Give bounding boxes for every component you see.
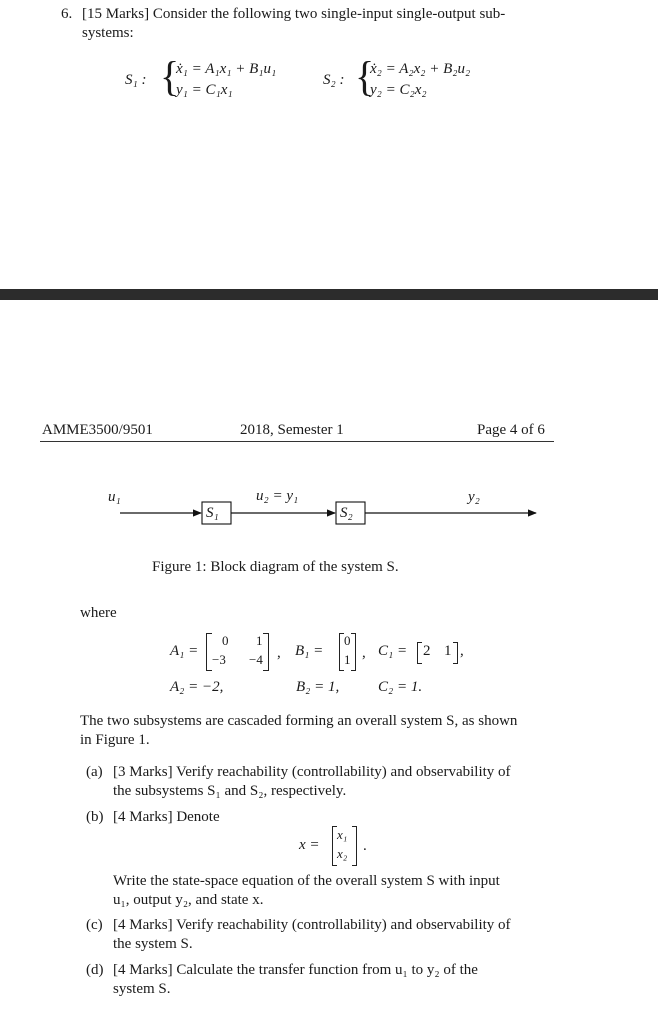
s1-equation-output: y₁ = C₁x₁ <box>176 82 233 98</box>
block-diagram <box>100 480 560 540</box>
x-bracket-right <box>352 826 357 866</box>
c2-value: C₂ = 1. <box>378 679 423 695</box>
s2-equation-output: y₂ = C₂x₂ <box>370 82 427 98</box>
a1-cell-22: −4 <box>249 652 263 667</box>
a1-bracket-right <box>263 633 269 671</box>
part-b-line1: [4 Marks] Denote <box>113 809 220 825</box>
part-c-line1: [4 Marks] Verify reachability (controllability) and observability of <box>113 917 511 933</box>
c1-label: C₁ = <box>378 643 408 659</box>
s2-label: S₂ : <box>323 72 345 88</box>
part-b-label: (b) <box>86 809 104 825</box>
b1-cell-1: 0 <box>344 633 351 648</box>
question-text-line2: systems: <box>82 25 134 41</box>
part-b-line2: Write the state-space equation of the overall system S with input <box>113 873 500 889</box>
header-rule <box>40 441 554 442</box>
diagram-block2-label: S₂ <box>340 505 353 521</box>
question-text-line1: [15 Marks] Consider the following two single-input single-output sub- <box>82 6 506 22</box>
c1-cell-2: 1 <box>444 643 452 659</box>
part-a-label: (a) <box>86 764 103 780</box>
a1-cell-21: −3 <box>212 652 226 667</box>
b1-label: B₁ = <box>295 643 324 659</box>
s1-equation-state: ẋ₁ = A₁x₁ + B₁u₁ <box>176 61 277 77</box>
a1-cell-11: 0 <box>222 633 229 648</box>
header-term: 2018, Semester 1 <box>240 422 344 438</box>
where-text: where <box>80 605 117 621</box>
s1-label: S₁ : <box>125 72 147 88</box>
part-c-line2: the system S. <box>113 936 193 952</box>
a2-value: A₂ = −2, <box>170 679 224 695</box>
question-number: 6. <box>61 6 73 22</box>
intro-line1: The two subsystems are cascaded forming an overall system S, as shown <box>80 713 518 729</box>
header-page: Page 4 of 6 <box>477 422 545 438</box>
b1-cell-2: 1 <box>344 652 351 667</box>
b1-bracket-right <box>351 633 356 671</box>
part-d-line1: [4 Marks] Calculate the transfer function from u₁ to y₂ of the <box>113 962 478 978</box>
x-equals-label: x = <box>299 837 320 853</box>
diagram-output-label: y₂ <box>468 489 480 505</box>
part-b-line3: u₁, output y₂, and state x. <box>113 892 264 908</box>
b2-value: B₂ = 1, <box>296 679 340 695</box>
part-a-line1: [3 Marks] Verify reachability (controllability) and observability of <box>113 764 511 780</box>
x-vector-2: x₂ <box>337 846 348 861</box>
c1-bracket-right <box>453 642 458 664</box>
diagram-input-label: u₁ <box>108 489 121 505</box>
a1-label: A₁ = <box>170 643 199 659</box>
s2-equation-state: ẋ₂ = A₂x₂ + B₂u₂ <box>370 61 471 77</box>
part-d-line2: system S. <box>113 981 171 997</box>
part-d-label: (d) <box>86 962 104 978</box>
part-c-label: (c) <box>86 917 103 933</box>
figure-caption: Figure 1: Block diagram of the system S. <box>152 559 399 575</box>
diagram-middle-label: u₂ = y₁ <box>256 488 299 504</box>
a1-cell-12: 1 <box>256 633 263 648</box>
header-course: AMME3500/9501 <box>42 422 153 438</box>
c1-cell-1: 2 <box>423 643 431 659</box>
page-separator <box>0 289 658 300</box>
x-vector-1: x₁ <box>337 827 348 842</box>
intro-line2: in Figure 1. <box>80 732 150 748</box>
diagram-block1-label: S₁ <box>206 505 219 521</box>
part-a-line2: the subsystems S₁ and S₂, respectively. <box>113 783 347 799</box>
s2-brace: { <box>355 52 375 101</box>
s1-brace: { <box>160 52 180 101</box>
c1-bracket-left <box>417 642 422 664</box>
